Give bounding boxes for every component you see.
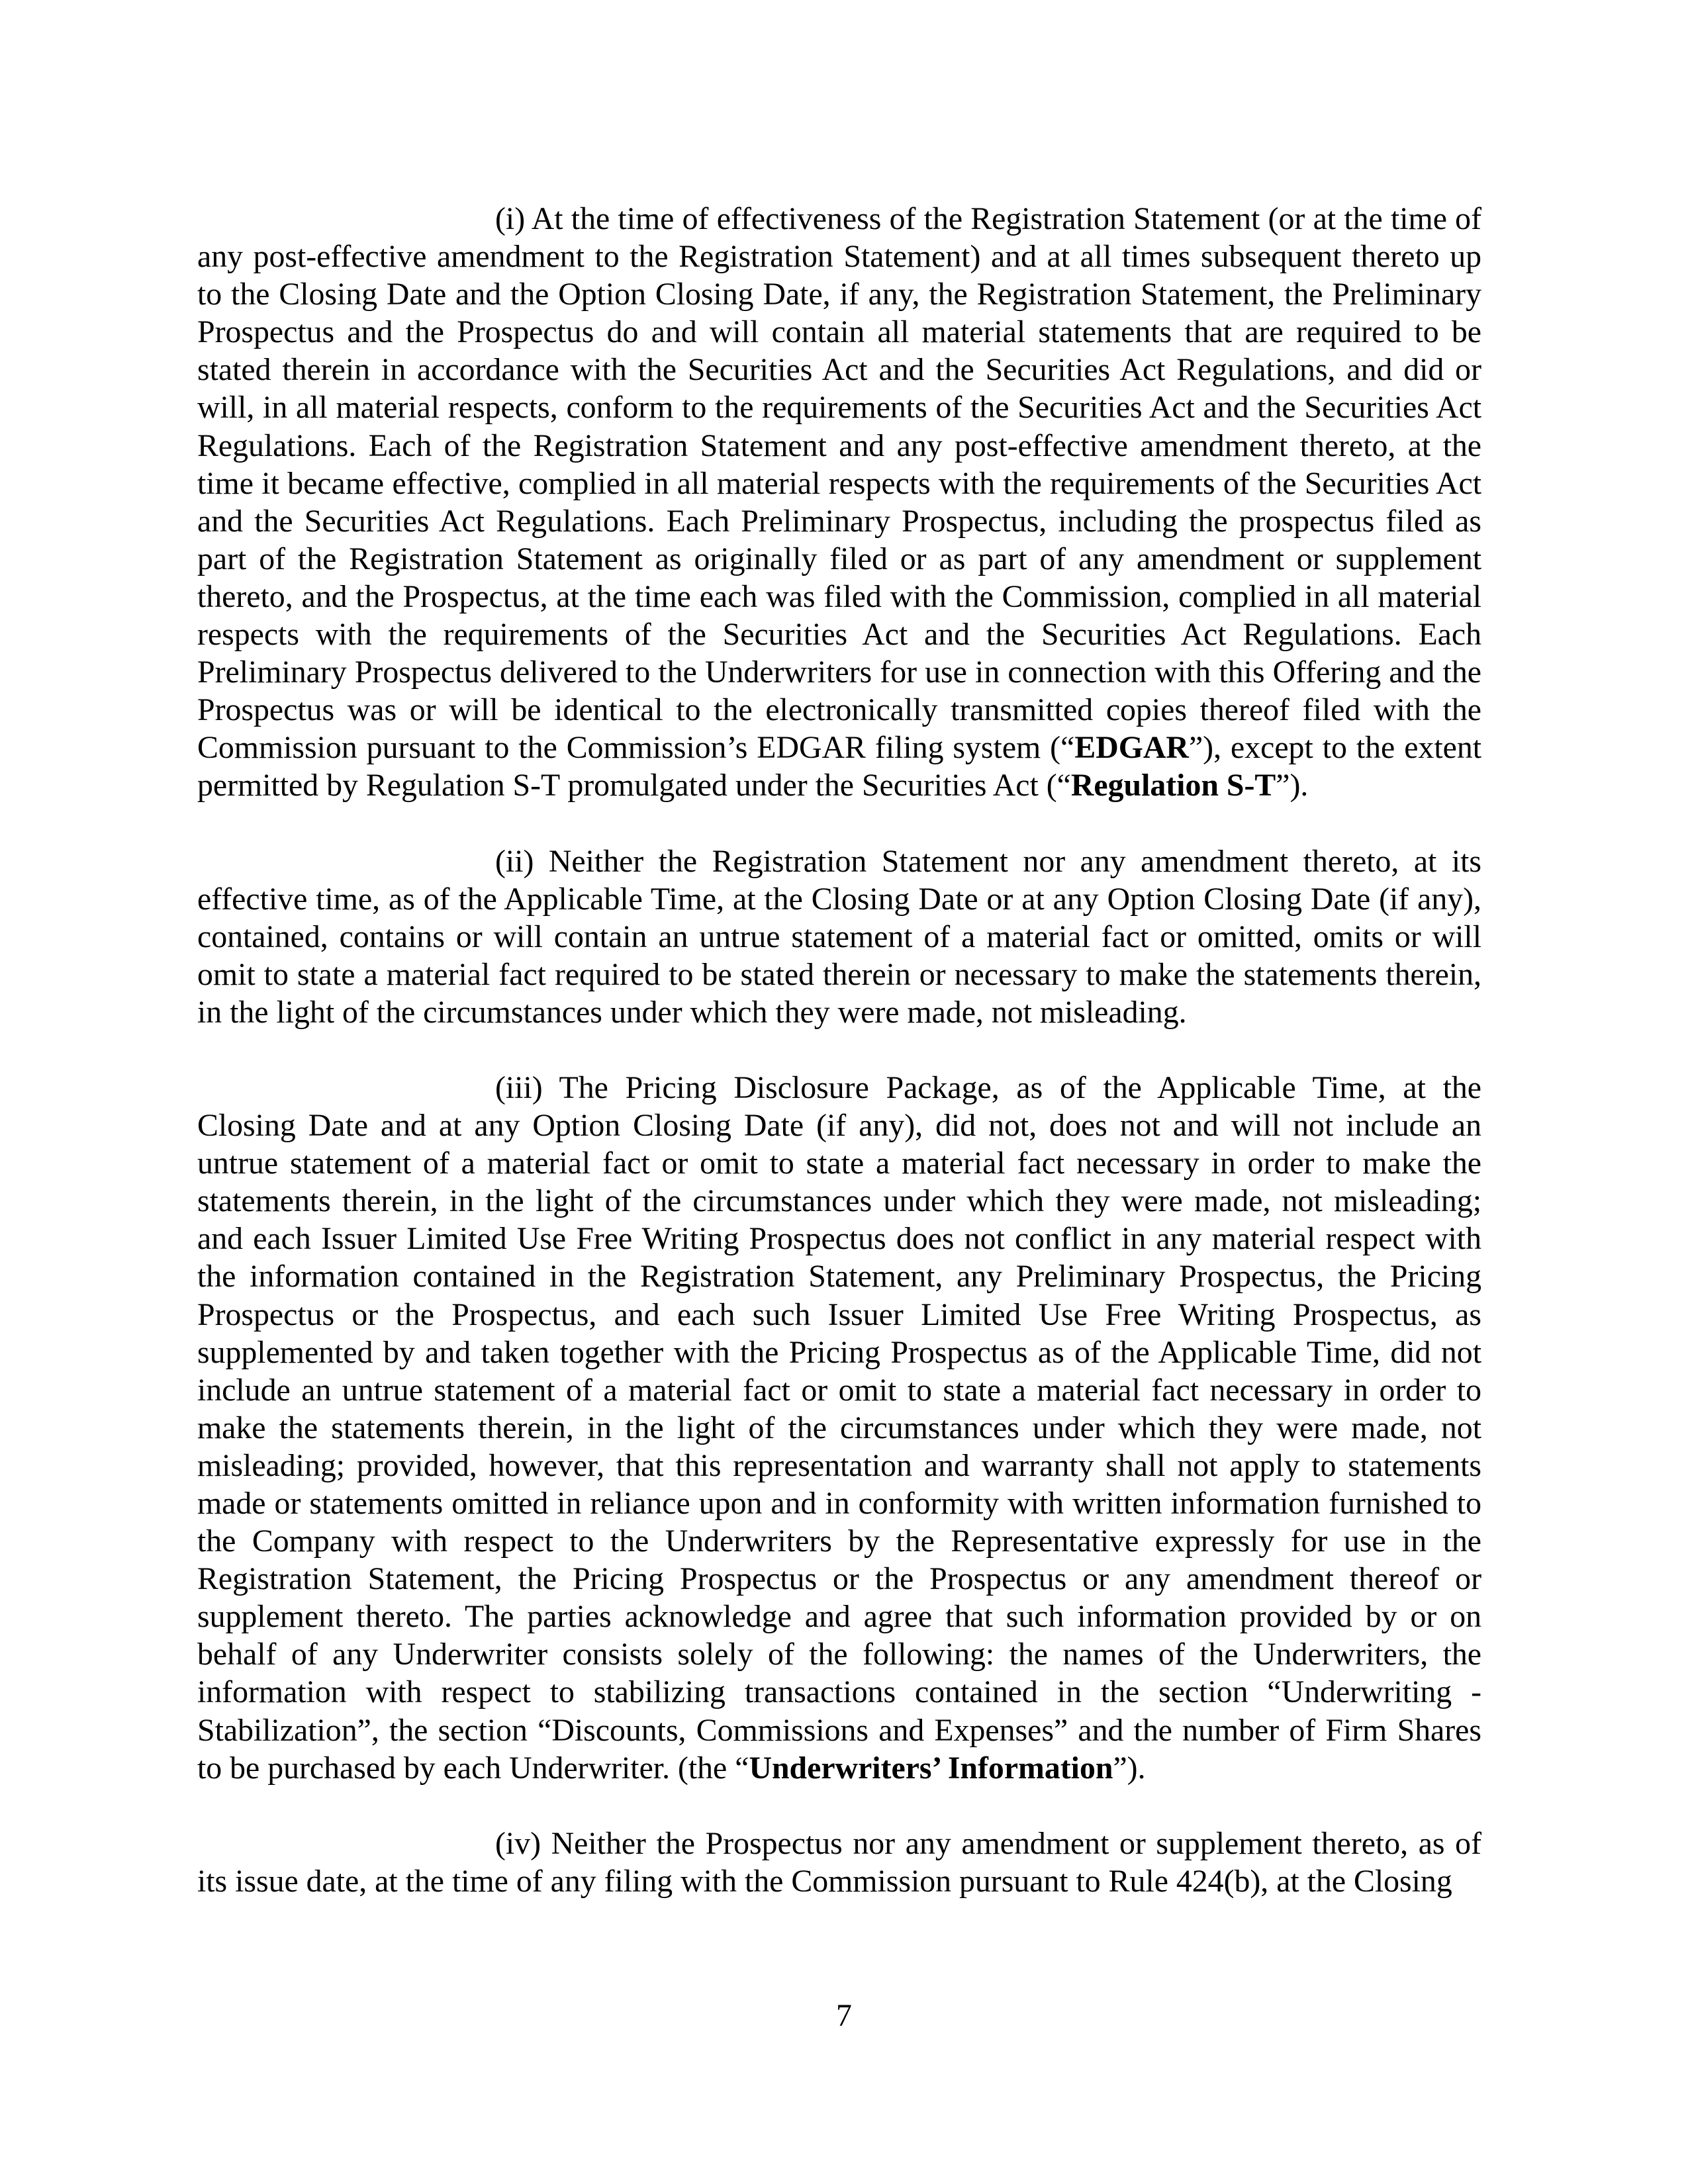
- paragraph-iii-text: (iii) The Pricing Disclosure Package, as of the Applicable Time, at the Closing Date and at any Option Closing Date (if any), did not, does not and will not include an untrue statement of a material fact or omit to state a material fact necessary in order to make the statements therein, in the light of the circumstances under which they were made, not misleading; and each Issuer Limited Use Free Writing Prospectus does not conflict in any material respect with the information contained in the Registration Statement, any Preliminary Prospectus, the Pricing Prospectus or the Prospectus, and each such Issuer Limited Use Free Writing Prospectus, as supplemented by and taken together with the Pricing Prospectus as of the Applicable Time, did not include an untrue statement of a material fact or omit to state a material fact necessary in order to make the statements therein, in the light of the circumstances under which they were made, not misleading; provided, however, that this representation and warranty shall not apply to statements made or statements omitted in reliance upon and in conformity with written information furnished to the Company with respect to the Underwriters by the Representative expressly for use in the Registration Statement, the Pricing Prospectus or the Prospectus or any amendment thereof or supplement thereto. The parties acknowledge and agree that such information provided by or on behalf of any Underwriter consists solely of the following: the names of the Underwriters, the information with respect to stabilizing transactions contained in the section “Underwriting - Stabilization”, the section “Discounts, Commissions and Expenses” and the number of Firm Shares to be purchased by each Underwriter. (the “: [197, 1069, 1481, 1786]
- paragraph-i-text: (i) At the time of effectiveness of the Registration Statement (or at the time of any post-effective amendment to the Registration Statement) and at all times subsequent thereto up to the Closing Date and the Option Closing Date, if any, the Registration Statement, the Preliminary Prospectus and the Prospectus do and will contain all material statements that are required to be stated therein in accordance with the Securities Act and the Securities Act Regulations, and did or will, in all material respects, conform to the requirements of the Securities Act and the Securities Act Regulations. Each of the Registration Statement and any post-effective amendment thereto, at the time it became effective, complied in all material respects with the requirements of the Securities Act and the Securities Act Regulations. Each Preliminary Prospectus, including the prospectus filed as part of the Registration Statement as originally filed or as part of any amendment or supplement thereto, and the Prospectus, at the time each was filed with the Commission, complied in all material respects with the requirements of the Securities Act and the Securities Act Regulations. Each Preliminary Prospectus delivered to the Underwriters for use in connection with this Offering and the Prospectus was or will be identical to the electronically transmitted copies thereof filed with the Commission pursuant to the Commission’s EDGAR filing system (“: [197, 201, 1481, 766]
- defined-term-underwriters-information: Underwriters’ Information: [749, 1750, 1113, 1786]
- paragraph-iii: [197, 1069, 1481, 1787]
- defined-term-regulation-s-t: Regulation S-T: [1070, 768, 1276, 803]
- paragraph-iv: [197, 1825, 1481, 1900]
- paragraph-i: [197, 200, 1481, 805]
- document-body: [197, 200, 1481, 1900]
- paragraph-ii-text: (ii) Neither the Registration Statement nor any amendment thereto, at its effective time, as of the Applicable Time, at the Closing Date or at any Option Closing Date (if any), contained, contains or will contain an untrue statement of a material fact or omitted, omits or will omit to state a material fact required to be stated therein or necessary to make the statements therein, in the light of the circumstances under which they were made, not misleading.: [197, 843, 1481, 1030]
- paragraph-iv-text: (iv) Neither the Prospectus nor any amendment or supplement thereto, as of its issue date, at the time of any filing with the Commission pursuant to Rule 424(b), at the Closing: [197, 1825, 1481, 1899]
- page-number: 7: [836, 1998, 852, 2033]
- paragraph-i-text-end: ”).: [1276, 768, 1309, 803]
- paragraph-ii: [197, 842, 1481, 1031]
- defined-term-edgar: EDGAR: [1074, 730, 1189, 766]
- paragraph-iii-text-end: ”).: [1113, 1750, 1146, 1786]
- paragraph-i-text-continued: ”), except to the extent permitted by Regulation S-T promulgated under the Securities Act (“: [197, 730, 1482, 803]
